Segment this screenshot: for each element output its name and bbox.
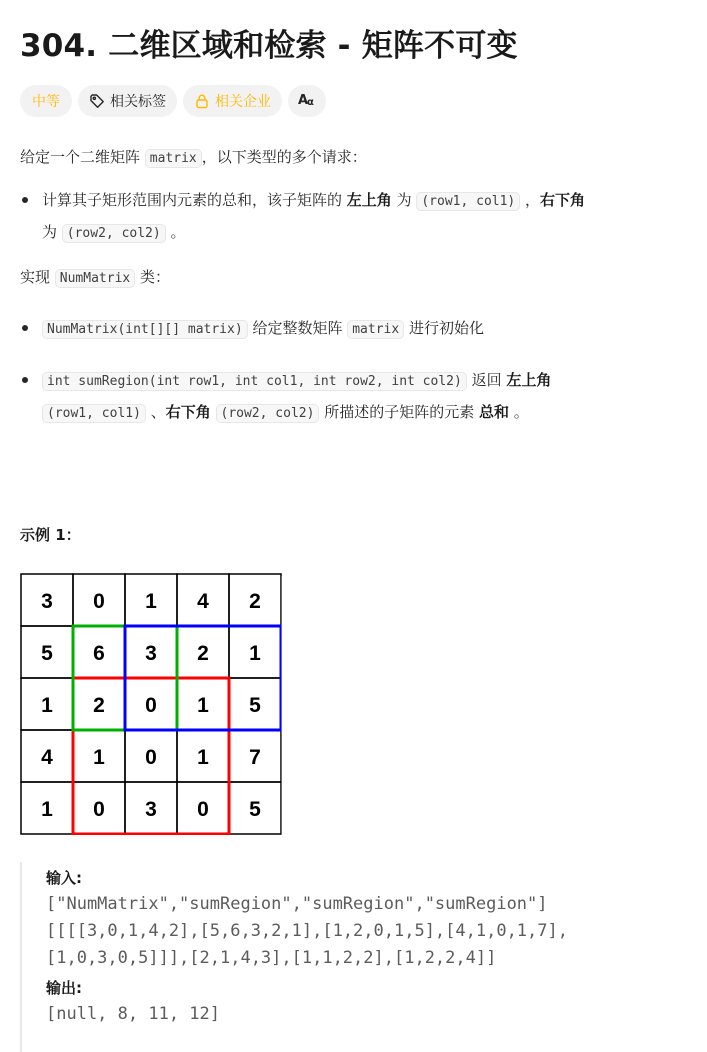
code-matrix: matrix (145, 149, 202, 168)
difficulty-badge[interactable]: 中等 (20, 85, 72, 117)
output-line: [null, 8, 11, 12] (46, 1004, 220, 1024)
code-constructor: NumMatrix(int[][] matrix) (42, 320, 248, 339)
matrix-cell-value: 0 (93, 798, 105, 821)
impl-text-end: 类： (135, 268, 171, 286)
translate-button[interactable] (288, 85, 326, 117)
bold-sum: 总和 (478, 403, 509, 421)
svg-text:A: A (298, 93, 309, 107)
matrix-cell-value: 1 (249, 642, 261, 665)
intro-text-end: ，以下类型的多个请求： (201, 148, 367, 166)
list-item (20, 365, 687, 429)
example-title: 示例 1： (20, 526, 81, 544)
matrix-cell-value: 2 (93, 694, 105, 717)
matrix-cell-value: 5 (249, 798, 261, 821)
bullet-text: 。 (165, 223, 186, 241)
bullet-text: 为 (391, 191, 417, 209)
bullet-text: 。 (508, 403, 529, 421)
matrix-cell-value: 2 (197, 642, 209, 665)
list-item (20, 185, 687, 249)
input-line-1: ["NumMatrix","sumRegion","sumRegion","sumRegion"] (46, 894, 548, 914)
code-row2-col2: (row2, col2) (62, 224, 166, 243)
matrix-svg (20, 573, 282, 835)
bold-top-left: 左上角 (506, 371, 552, 389)
matrix-cell-value: 2 (249, 590, 261, 613)
matrix-cell-value: 3 (145, 642, 157, 665)
input-label: 输入: (46, 869, 82, 887)
bullet-text: 进行初始化 (404, 319, 484, 337)
matrix-cell-value: 6 (93, 642, 105, 665)
method-list (20, 313, 687, 429)
bold-top-left: 左上角 (346, 191, 392, 209)
matrix-cell-value: 7 (249, 746, 261, 769)
tag-icon (89, 93, 105, 109)
tag-bar (20, 85, 687, 117)
translate-icon (298, 91, 316, 111)
output-label: 输出: (46, 979, 82, 997)
input-line-3: [1,0,3,0,5]]],[2,1,4,3],[1,1,2,2],[1,2,2,4]] (46, 948, 497, 968)
matrix-cell-value: 0 (93, 590, 105, 613)
code-matrix: matrix (347, 320, 404, 339)
matrix-cell-value: 5 (41, 642, 53, 665)
matrix-cell-value: 1 (93, 746, 105, 769)
example-block (20, 862, 680, 1052)
bullet-text: 返回 (466, 371, 507, 389)
companies-tag-button[interactable] (183, 85, 282, 117)
matrix-cell-value: 4 (41, 746, 53, 769)
companies-tag-label: 相关企业 (215, 94, 271, 110)
bullet-text: 为 (42, 223, 62, 241)
input-line-2: [[[[3,0,1,4,2],[5,6,3,2,1],[1,2,0,1,5],[4,1,0,1,7], (46, 921, 568, 941)
intro-paragraph (20, 143, 687, 173)
example-matrix-image (20, 573, 282, 835)
matrix-cell-value: 1 (197, 694, 209, 717)
svg-text:α: α (307, 97, 314, 107)
bullet-text: 、 (145, 403, 166, 421)
problem-title: 304. 二维区域和检索 - 矩阵不可变 (20, 28, 518, 64)
matrix-cell-value: 5 (249, 694, 261, 717)
matrix-cell-value: 4 (197, 590, 209, 613)
code-row2-col2: (row2, col2) (216, 404, 320, 423)
request-list (20, 185, 687, 249)
bold-bottom-right: 右下角 (540, 191, 586, 209)
intro-text: 给定一个二维矩阵 (20, 148, 145, 166)
code-row1-col1: (row1, col1) (42, 404, 146, 423)
matrix-cell-value: 0 (145, 694, 157, 717)
matrix-cell-value: 3 (41, 590, 53, 613)
bold-bottom-right: 右下角 (165, 403, 211, 421)
impl-text: 实现 (20, 268, 55, 286)
bullet-text: 给定整数矩阵 (247, 319, 348, 337)
code-nummatrix: NumMatrix (55, 269, 135, 288)
impl-paragraph (20, 263, 687, 293)
topics-tag-label: 相关标签 (110, 94, 166, 110)
matrix-cell-value: 1 (145, 590, 157, 613)
bullet-text: 计算其子矩形范围内元素的总和，该子矩阵的 (42, 191, 347, 209)
topics-tag-button[interactable] (78, 85, 177, 117)
matrix-cell-value: 0 (197, 798, 209, 821)
bullet-text: 所描述的子矩阵的元素 (319, 403, 479, 421)
matrix-cell-value: 1 (197, 746, 209, 769)
problem-page (0, 0, 707, 429)
list-item (20, 313, 687, 345)
matrix-cell-value: 1 (41, 798, 53, 821)
matrix-cell-value: 0 (145, 746, 157, 769)
code-row1-col1: (row1, col1) (416, 192, 520, 211)
matrix-cell-value: 3 (145, 798, 157, 821)
lock-icon (194, 93, 210, 109)
code-sumregion: int sumRegion(int row1, int col1, int row2, int col2) (42, 372, 467, 391)
bullet-text: ， (520, 191, 541, 209)
matrix-cell-value: 1 (41, 694, 53, 717)
